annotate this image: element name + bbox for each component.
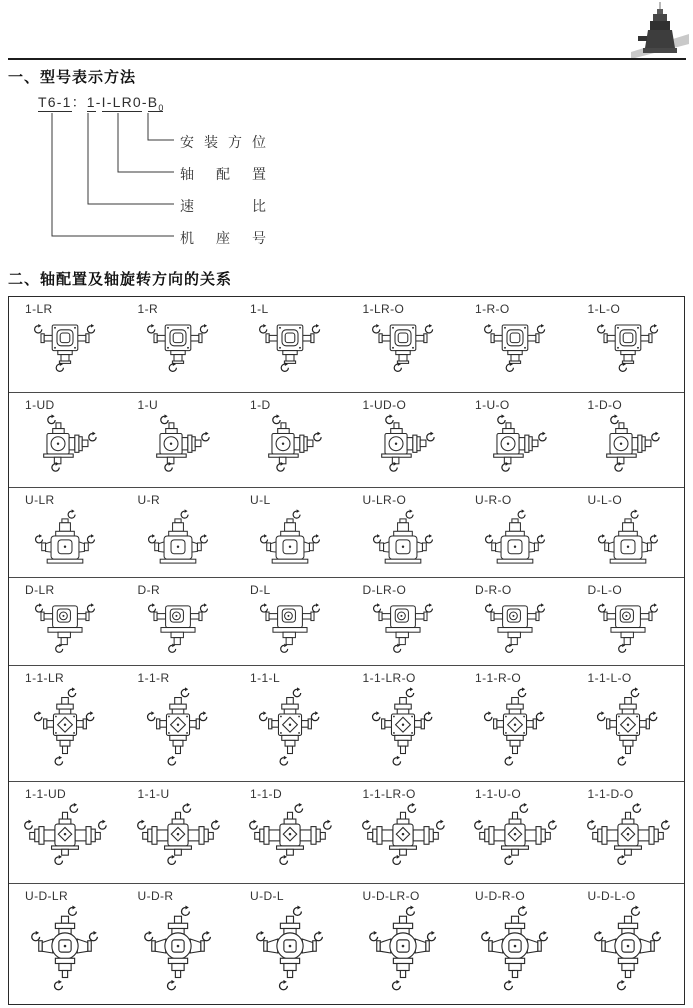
config-cell (459, 297, 572, 392)
config-label: U-D-L-O (587, 889, 636, 903)
config-cell (459, 884, 572, 1004)
config-cell (234, 488, 347, 577)
gb-udlr-gearbox-icon (593, 904, 663, 995)
gb-11ud-gearbox-icon (136, 802, 220, 868)
gb-1lr-gearbox-icon (258, 317, 322, 373)
config-label: D-LR (25, 583, 55, 597)
config-cell (572, 578, 685, 665)
config-cell (9, 297, 122, 392)
model-code: T6-1：$1-I-LR0-B_0$ (38, 94, 164, 113)
config-label: D-L-O (587, 583, 623, 597)
config-table (8, 296, 685, 1005)
model-colon: ： (71, 94, 87, 110)
brand-gearbox-photo (631, 2, 689, 60)
gb-udlr-gearbox-icon (255, 904, 325, 995)
gb-dlr-gearbox-icon (147, 598, 209, 654)
config-cell (347, 884, 460, 1004)
gb-11lr-gearbox-icon (370, 686, 436, 770)
gb-dlr-gearbox-icon (34, 598, 96, 654)
gb-1ud-gearbox-icon (482, 413, 548, 472)
config-label: 1-1-U (137, 787, 170, 801)
config-cell (572, 393, 685, 487)
header-rule (8, 58, 686, 60)
gb-11lr-gearbox-icon (595, 686, 661, 770)
gb-11ud-gearbox-icon (586, 802, 670, 868)
gb-1ud-gearbox-icon (32, 413, 98, 472)
config-label: 1-R-O (475, 302, 510, 316)
config-label: 1-1-LR-O (362, 787, 416, 801)
config-cell (9, 488, 122, 577)
table-row (9, 578, 684, 666)
config-cell (234, 782, 347, 883)
table-row (9, 297, 684, 393)
config-label: U-D-LR-O (362, 889, 420, 903)
gb-11ud-gearbox-icon (248, 802, 332, 868)
config-cell (234, 578, 347, 665)
model-shaft-code: I-LR0 (101, 94, 142, 110)
gb-1ud-gearbox-icon (370, 413, 436, 472)
section2-title: 二、轴配置及轴旋转方向的关系 (8, 271, 233, 288)
config-label: 1-U-O (475, 398, 510, 412)
config-label: 1-1-LR-O (362, 671, 416, 685)
gb-ulr-gearbox-icon (259, 508, 321, 567)
config-label: U-D-LR (25, 889, 69, 903)
config-label: 1-1-UD (25, 787, 67, 801)
callout-speed-ratio: 速 比 (180, 198, 266, 214)
callout-mounting-orientation: 安 装 方 位 (180, 134, 266, 150)
table-row (9, 393, 684, 488)
config-label: D-R-O (475, 583, 512, 597)
gb-11ud-gearbox-icon (361, 802, 445, 868)
config-label: U-R (137, 493, 161, 507)
gb-1ud-gearbox-icon (145, 413, 211, 472)
config-cell (347, 666, 460, 781)
gb-1ud-gearbox-icon (257, 413, 323, 472)
config-label: U-D-R-O (475, 889, 526, 903)
gb-udlr-gearbox-icon (480, 904, 550, 995)
gb-1lr-gearbox-icon (596, 317, 660, 373)
gb-udlr-gearbox-icon (143, 904, 213, 995)
config-label: 1-D (250, 398, 271, 412)
config-cell (572, 488, 685, 577)
config-label: U-D-R (137, 889, 174, 903)
config-label: D-LR-O (362, 583, 407, 597)
config-cell (122, 393, 235, 487)
config-cell (122, 488, 235, 577)
table-row (9, 884, 684, 1004)
model-ratio-code: 1 (86, 94, 96, 110)
gb-1ud-gearbox-icon (595, 413, 661, 472)
gb-ulr-gearbox-icon (597, 508, 659, 567)
config-label: 1-R (137, 302, 159, 316)
config-cell (459, 393, 572, 487)
gb-udlr-gearbox-icon (368, 904, 438, 995)
config-label: D-R (137, 583, 161, 597)
gb-dlr-gearbox-icon (372, 598, 434, 654)
config-label: 1-L (250, 302, 269, 316)
config-label: 1-D-O (587, 398, 623, 412)
config-cell (122, 884, 235, 1004)
config-cell (234, 393, 347, 487)
config-label: 1-1-R-O (475, 671, 522, 685)
config-cell (122, 297, 235, 392)
config-cell (122, 578, 235, 665)
config-cell (347, 782, 460, 883)
gb-dlr-gearbox-icon (597, 598, 659, 654)
table-row (9, 666, 684, 782)
gb-11lr-gearbox-icon (145, 686, 211, 770)
config-cell (9, 666, 122, 781)
config-cell (9, 782, 122, 883)
config-label: 1-1-D (250, 787, 283, 801)
config-label: U-D-L (250, 889, 284, 903)
config-cell (459, 666, 572, 781)
gb-11ud-gearbox-icon (23, 802, 107, 868)
config-cell (347, 488, 460, 577)
config-cell (572, 884, 685, 1004)
config-label: 1-U (137, 398, 159, 412)
config-cell (9, 393, 122, 487)
config-cell (9, 578, 122, 665)
config-label: 1-UD (25, 398, 55, 412)
config-label: 1-1-LR (25, 671, 65, 685)
config-label: 1-1-L (250, 671, 281, 685)
config-cell (234, 297, 347, 392)
gb-ulr-gearbox-icon (34, 508, 96, 567)
gb-11lr-gearbox-icon (257, 686, 323, 770)
gb-1lr-gearbox-icon (33, 317, 97, 373)
config-cell (9, 884, 122, 1004)
config-label: 1-L-O (587, 302, 621, 316)
callout-shaft-configuration: 轴 配 置 (180, 166, 266, 182)
table-row (9, 782, 684, 884)
config-cell (347, 578, 460, 665)
gb-1lr-gearbox-icon (371, 317, 435, 373)
gb-dlr-gearbox-icon (484, 598, 546, 654)
model-mount-code: $B_0$ (147, 94, 164, 113)
model-frame-code: T6-1 (38, 94, 72, 110)
config-label: 1-1-D-O (587, 787, 634, 801)
config-cell (234, 884, 347, 1004)
gb-ulr-gearbox-icon (484, 508, 546, 567)
gb-1lr-gearbox-icon (483, 317, 547, 373)
config-label: 1-1-R (137, 671, 170, 685)
model-designation-diagram (30, 92, 375, 260)
config-label: 1-1-U-O (475, 787, 522, 801)
config-label: D-L (250, 583, 271, 597)
config-label: U-L-O (587, 493, 623, 507)
config-cell (347, 393, 460, 487)
config-cell (572, 297, 685, 392)
gb-1lr-gearbox-icon (146, 317, 210, 373)
table-row (9, 488, 684, 578)
gb-ulr-gearbox-icon (372, 508, 434, 567)
config-cell (459, 578, 572, 665)
config-label: U-R-O (475, 493, 512, 507)
gb-11ud-gearbox-icon (473, 802, 557, 868)
config-cell (459, 488, 572, 577)
config-label: 1-1-L-O (587, 671, 632, 685)
gb-ulr-gearbox-icon (147, 508, 209, 567)
config-label: 1-LR (25, 302, 53, 316)
gearbox-photo-graphic (631, 2, 689, 60)
config-cell (122, 666, 235, 781)
gb-11lr-gearbox-icon (482, 686, 548, 770)
config-cell (572, 666, 685, 781)
config-label: U-LR-O (362, 493, 407, 507)
config-cell (347, 297, 460, 392)
config-cell (122, 782, 235, 883)
section1-title: 一、型号表示方法 (8, 69, 137, 86)
config-label: 1-UD-O (362, 398, 407, 412)
gb-11lr-gearbox-icon (32, 686, 98, 770)
gb-udlr-gearbox-icon (30, 904, 100, 995)
config-label: U-L (250, 493, 271, 507)
config-cell (459, 782, 572, 883)
config-cell (572, 782, 685, 883)
config-label: 1-LR-O (362, 302, 405, 316)
gb-dlr-gearbox-icon (259, 598, 321, 654)
config-label: U-LR (25, 493, 55, 507)
config-cell (234, 666, 347, 781)
callout-frame-number: 机 座 号 (180, 230, 266, 246)
